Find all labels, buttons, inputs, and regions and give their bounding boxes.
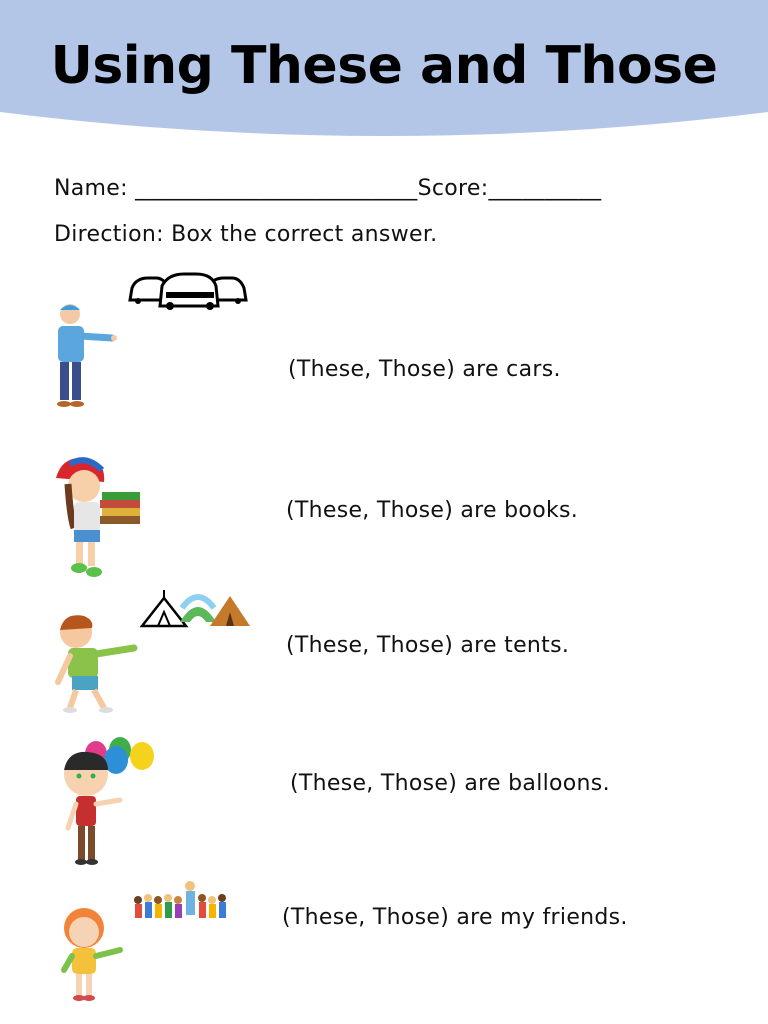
sentence-cars: (These, Those) are cars. [288, 357, 561, 382]
sentence-friends: (These, Those) are my friends. [282, 905, 628, 930]
cars-icon [126, 270, 250, 316]
sentence-tents: (These, Those) are tents. [286, 633, 570, 658]
boy-pointing-icon [50, 302, 118, 416]
boy-pointing-icon [54, 612, 138, 718]
header-band [0, 0, 768, 140]
direction-text: Direction: Box the correct answer. [54, 222, 438, 247]
boy-pointing-icon [58, 748, 124, 870]
name-score-line: Name: _________________________Score:__________ [54, 176, 602, 201]
friends-group-icon [132, 878, 228, 934]
sentence-books: (These, Those) are books. [286, 498, 579, 523]
sentence-balloons: (These, Those) are balloons. [290, 771, 610, 796]
tents-icon [140, 588, 252, 634]
page-title: Using These and Those [50, 36, 718, 96]
girl-holding-books-icon [52, 456, 144, 582]
girl-pointing-icon [58, 904, 124, 1006]
